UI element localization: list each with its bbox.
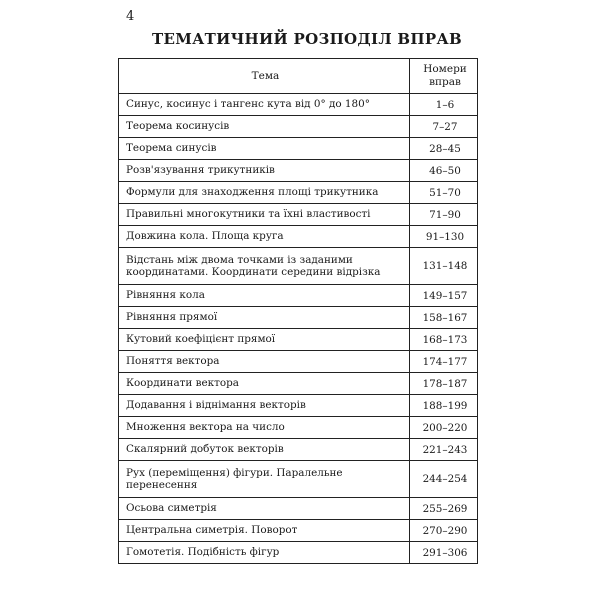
range-cell: 46–50 bbox=[410, 160, 478, 182]
range-cell: 255–269 bbox=[410, 498, 478, 520]
page-number: 4 bbox=[126, 9, 135, 24]
range-cell: 174–177 bbox=[410, 351, 478, 373]
range-cell: 71–90 bbox=[410, 204, 478, 226]
topic-cell: Довжина кола. Площа круга bbox=[119, 226, 410, 248]
topic-cell: Поняття вектора bbox=[119, 351, 410, 373]
header-topic: Тема bbox=[119, 59, 410, 94]
topic-cell: Гомотетія. Подібність фігур bbox=[119, 542, 410, 564]
topic-cell: Розв'язування трикутників bbox=[119, 160, 410, 182]
table-row bbox=[119, 373, 478, 395]
topic-cell: Кутовий коефіцієнт прямої bbox=[119, 329, 410, 351]
range-cell: 168–173 bbox=[410, 329, 478, 351]
range-cell: 188–199 bbox=[410, 395, 478, 417]
range-cell: 51–70 bbox=[410, 182, 478, 204]
range-cell: 131–148 bbox=[410, 248, 478, 285]
range-cell: 28–45 bbox=[410, 138, 478, 160]
topic-cell: Осьова симетрія bbox=[119, 498, 410, 520]
range-cell: 158–167 bbox=[410, 307, 478, 329]
range-cell: 270–290 bbox=[410, 520, 478, 542]
topic-cell: Відстань між двома точками із заданими координатами. Координати середини відрізка bbox=[119, 248, 410, 285]
page-title: ТЕМАТИЧНИЙ РОЗПОДІЛ ВПРАВ bbox=[152, 30, 462, 48]
topic-cell: Рівняння прямої bbox=[119, 307, 410, 329]
header-numbers: Номери вправ bbox=[410, 59, 478, 94]
range-cell: 91–130 bbox=[410, 226, 478, 248]
topic-cell: Рух (переміщення) фігури. Паралельне перенесення bbox=[119, 461, 410, 498]
range-cell: 149–157 bbox=[410, 285, 478, 307]
range-cell: 221–243 bbox=[410, 439, 478, 461]
range-cell: 178–187 bbox=[410, 373, 478, 395]
table-row bbox=[119, 520, 478, 542]
range-cell: 244–254 bbox=[410, 461, 478, 498]
range-cell: 291–306 bbox=[410, 542, 478, 564]
table-row bbox=[119, 204, 478, 226]
table-row bbox=[119, 182, 478, 204]
table-row bbox=[119, 94, 478, 116]
table-row bbox=[119, 160, 478, 182]
table-row bbox=[119, 351, 478, 373]
table-body bbox=[119, 94, 478, 564]
topic-cell: Координати вектора bbox=[119, 373, 410, 395]
table-row bbox=[119, 226, 478, 248]
topic-cell: Скалярний добуток векторів bbox=[119, 439, 410, 461]
range-cell: 7–27 bbox=[410, 116, 478, 138]
topic-cell: Теорема косинусів bbox=[119, 116, 410, 138]
table-row bbox=[119, 307, 478, 329]
table-row bbox=[119, 138, 478, 160]
topic-cell: Формули для знаходження площі трикутника bbox=[119, 182, 410, 204]
topic-cell: Центральна симетрія. Поворот bbox=[119, 520, 410, 542]
topic-cell: Синус, косинус і тангенс кута від 0° до 180° bbox=[119, 94, 410, 116]
table-row bbox=[119, 116, 478, 138]
range-cell: 200–220 bbox=[410, 417, 478, 439]
table-row bbox=[119, 498, 478, 520]
topic-cell: Множення вектора на число bbox=[119, 417, 410, 439]
table-row bbox=[119, 329, 478, 351]
topic-cell: Правильні многокутники та їхні властивості bbox=[119, 204, 410, 226]
table-row bbox=[119, 461, 478, 498]
table-row bbox=[119, 439, 478, 461]
range-cell: 1–6 bbox=[410, 94, 478, 116]
table-row bbox=[119, 542, 478, 564]
topics-table bbox=[118, 58, 478, 564]
table-row bbox=[119, 395, 478, 417]
table-row bbox=[119, 417, 478, 439]
table-row bbox=[119, 248, 478, 285]
topic-cell: Теорема синусів bbox=[119, 138, 410, 160]
topic-cell: Додавання і віднімання векторів bbox=[119, 395, 410, 417]
table-row bbox=[119, 285, 478, 307]
table-header-row bbox=[119, 59, 478, 94]
topic-cell: Рівняння кола bbox=[119, 285, 410, 307]
